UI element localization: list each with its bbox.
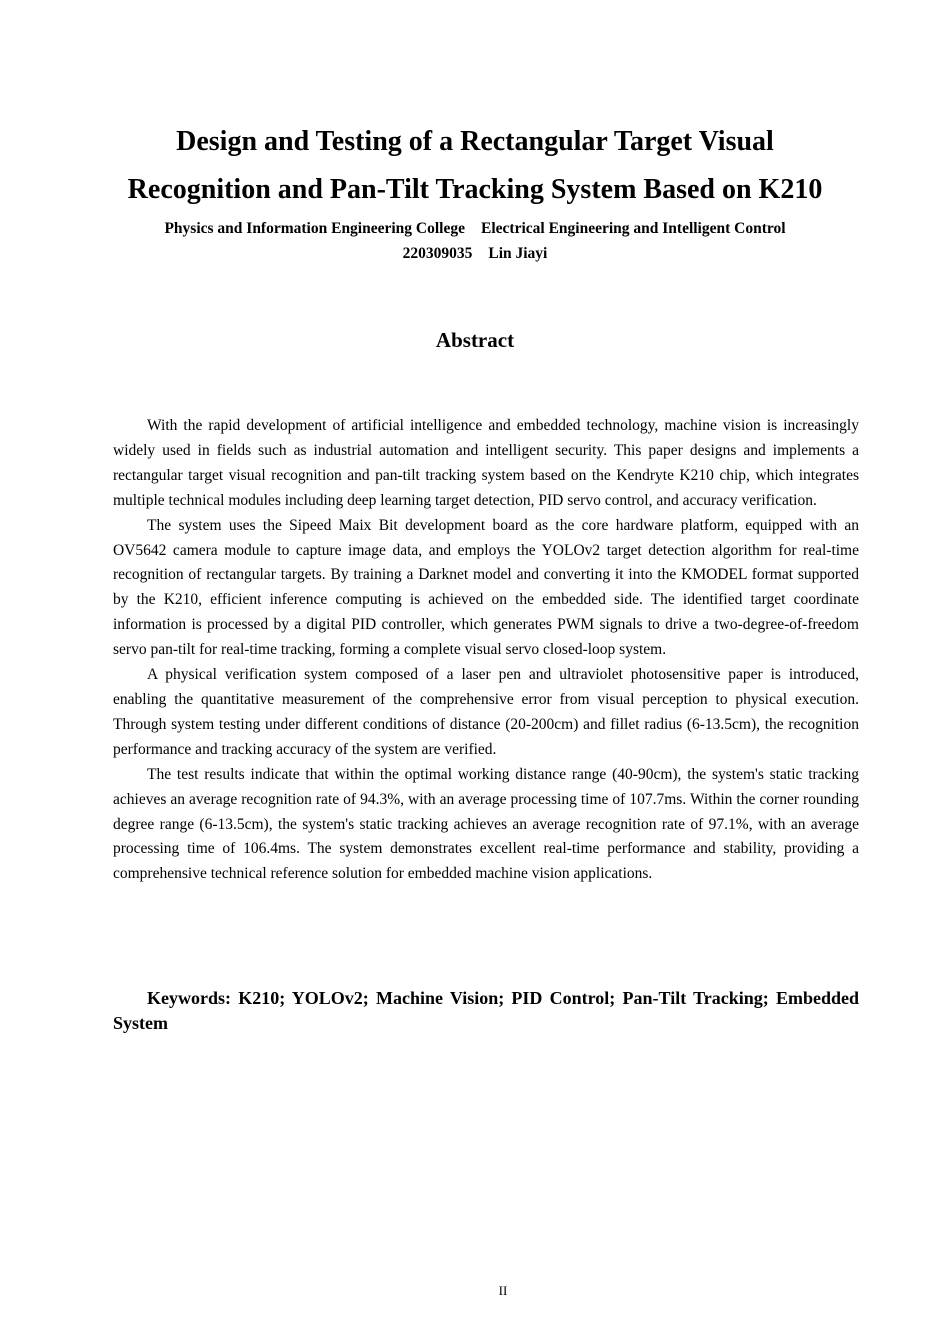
paper-title-line-2: Recognition and Pan-Tilt Tracking System Based on K210	[127, 174, 823, 205]
page-number: II	[498, 1283, 508, 1298]
major-name: Electrical Engineering and Intelligent Control	[481, 220, 786, 237]
college-name: Physics and Information Engineering College	[164, 220, 465, 237]
paper-title	[60, 118, 890, 214]
keywords: Keywords: K210; YOLOv2; Machine Vision; PID Control; Pan-Tilt Tracking; Embedded System	[113, 988, 859, 1033]
abstract-paragraph: The system uses the Sipeed Maix Bit development board as the core hardware platform, equipped with an OV5642 camera module to capture image data, and employs the YOLOv2 target detection algorithm for real-time recognition of rectangular targets. By training a Darknet model and converting it into the KMODEL format supported by the K210, efficient inference computing is achieved on the embedded side. The identified target coordinate information is processed by a digital PID controller, which generates PWM signals to drive a two-degree-of-freedom servo pan-tilt for real-time tracking, forming a complete visual servo closed-loop system.	[113, 516, 859, 659]
abstract-heading: Abstract	[435, 328, 515, 352]
author-affiliation	[60, 216, 890, 266]
author-name: Lin Jiayi	[488, 245, 548, 262]
affiliation-line-2	[60, 241, 890, 266]
student-id: 220309035	[402, 245, 473, 262]
abstract-body	[113, 414, 859, 887]
paper-title-line-1: Design and Testing of a Rectangular Target Visual	[176, 126, 774, 157]
affiliation-line-1	[60, 216, 890, 241]
abstract-paragraph: A physical verification system composed of a laser pen and ultraviolet photosensitive paper is introduced, enabling the quantitative measurement of the comprehensive error from visual perception to physical execution. Through system testing under different conditions of distance (20-200cm) and fillet radius (6-13.5cm), the recognition performance and tracking accuracy of the system are verified.	[113, 666, 859, 758]
abstract-paragraph: The test results indicate that within the optimal working distance range (40-90cm), the system's static tracking achieves an average recognition rate of 94.3%, with an average processing time of 107.7ms. Within the corner rounding degree range (6-13.5cm), the system's static tracking achieves an average recognition rate of 97.1%, with an average processing time of 106.4ms. The system demonstrates excellent real-time performance and stability, providing a comprehensive technical reference solution for embedded machine vision applications.	[113, 765, 859, 883]
abstract-paragraph: With the rapid development of artificial intelligence and embedded technology, machine vision is increasingly widely used in fields such as industrial automation and intelligent security. This paper designs and implements a rectangular target visual recognition and pan-tilt tracking system based on the Kendryte K210 chip, which integrates multiple technical modules including deep learning target detection, PID servo control, and accuracy verification.	[113, 417, 859, 509]
